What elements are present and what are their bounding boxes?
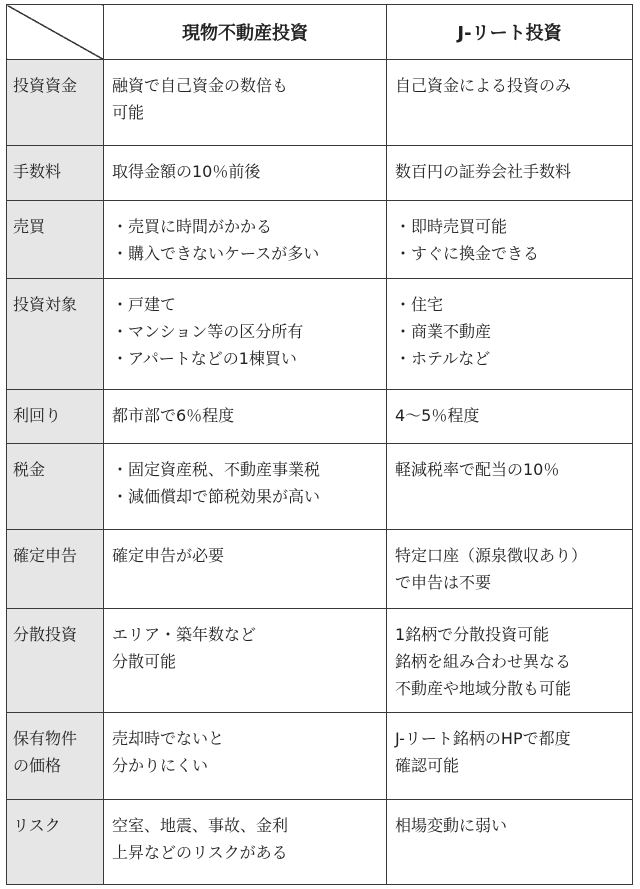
cell-text-line: 利回り <box>13 405 62 425</box>
cell-text-line: ・固定資産税、不動産事業税 <box>112 459 321 479</box>
cell-text-line: 分散投資 <box>13 624 78 644</box>
cell-text-line: 確定申告 <box>13 546 78 566</box>
cell-text-line: 投資資金 <box>13 76 78 95</box>
table-row <box>7 200 633 278</box>
reit-cell <box>387 389 633 443</box>
physical-cell <box>104 713 387 799</box>
cell-text-line: ・即時売買可能 <box>395 216 508 236</box>
reit-cell <box>387 279 633 390</box>
physical-cell <box>104 799 387 885</box>
cell-text-line: 保有物件 <box>13 729 78 749</box>
row-label-cell <box>7 279 104 390</box>
row-label-cell <box>7 608 104 713</box>
corner-cell <box>7 5 104 60</box>
reit-cell <box>387 443 633 529</box>
cell-text-line: 数百円の証券会社手数料 <box>395 162 572 182</box>
cell-text-line: ・商業不動産 <box>395 322 492 342</box>
cell-text-line: 上昇などのリスクがある <box>112 842 288 862</box>
physical-cell <box>104 146 387 200</box>
cell-text-line: エリア・築年数など <box>112 624 257 644</box>
physical-cell <box>104 60 387 146</box>
row-label-cell <box>7 146 104 200</box>
physical-cell <box>104 443 387 529</box>
reit-cell <box>387 530 633 608</box>
cell-text-line: 空室、地震、事故、金利 <box>112 815 289 835</box>
cell-text-line: ・すぐに換金できる <box>395 243 540 263</box>
cell-text-line: 売買 <box>13 216 46 236</box>
table-row <box>7 389 633 443</box>
cell-text-line: ・住宅 <box>395 295 444 315</box>
physical-cell <box>104 279 387 390</box>
reit-cell <box>387 60 633 146</box>
cell-text-line: 取得金額の10％前後 <box>112 162 261 182</box>
cell-text-line: 分散可能 <box>112 651 177 671</box>
table-row <box>7 60 633 146</box>
cell-text-line: 自己資金による投資のみ <box>395 76 572 95</box>
row-label-cell <box>7 443 104 529</box>
cell-text-line: ・戸建て <box>112 295 177 315</box>
cell-text-line: J-リート銘柄のHPで都度 <box>395 729 571 749</box>
cell-text-line: 融資で自己資金の数倍も <box>112 76 289 95</box>
header-j-reit: J-リート投資 <box>387 5 633 60</box>
comparison-table <box>6 4 633 885</box>
cell-text-line: ・ホテルなど <box>395 349 491 369</box>
cell-text-line: で申告は不要 <box>395 573 492 593</box>
table-row <box>7 279 633 390</box>
cell-text-line: 1銘柄で分散投資可能 <box>395 624 550 644</box>
header-row <box>7 5 633 60</box>
cell-text-line: 可能 <box>112 103 145 122</box>
physical-cell <box>104 200 387 278</box>
cell-text-line: 確認可能 <box>395 756 460 776</box>
row-label-cell <box>7 530 104 608</box>
cell-text-line: 特定口座（源泉徴収あり） <box>395 546 588 566</box>
row-label-cell <box>7 389 104 443</box>
reit-cell <box>387 200 633 278</box>
cell-text-line: 売却時でないと <box>112 729 225 749</box>
table-row <box>7 146 633 200</box>
cell-text-line: 都市部で6％程度 <box>112 405 235 425</box>
cell-text-line: 税金 <box>13 459 46 479</box>
reit-cell <box>387 799 633 885</box>
cell-text-line: 投資対象 <box>13 295 78 315</box>
physical-cell <box>104 530 387 608</box>
cell-text-line: ・購入できないケースが多い <box>112 243 320 263</box>
row-label-cell <box>7 799 104 885</box>
table-row <box>7 608 633 713</box>
cell-text-line: 軽減税率で配当の10％ <box>395 459 560 479</box>
cell-text-line: 4～5％程度 <box>395 405 480 425</box>
row-label-cell <box>7 713 104 799</box>
cell-text-line: 分かりにくい <box>112 756 209 776</box>
table-row <box>7 443 633 529</box>
cell-text-line: ・マンション等の区分所有 <box>112 322 304 342</box>
cell-text-line: ・売買に時間がかかる <box>112 216 273 236</box>
physical-cell <box>104 389 387 443</box>
row-label-cell <box>7 200 104 278</box>
header-physical-real-estate: 現物不動産投資 <box>104 5 387 60</box>
table-row <box>7 713 633 799</box>
table-row <box>7 530 633 608</box>
cell-text-line: 不動産や地域分散も可能 <box>395 678 572 698</box>
row-label-cell <box>7 60 104 146</box>
cell-text-line: リスク <box>13 815 61 835</box>
physical-cell <box>104 608 387 713</box>
cell-text-line: 確定申告が必要 <box>112 546 225 566</box>
reit-cell <box>387 146 633 200</box>
cell-text-line: 銘柄を組み合わせ異なる <box>395 651 572 671</box>
table-body <box>7 60 633 885</box>
cell-text-line: ・減価償却で節税効果が高い <box>112 486 321 506</box>
cell-text-line: 手数料 <box>13 162 62 182</box>
reit-cell <box>387 608 633 713</box>
cell-text-line: 相場変動に弱い <box>395 815 508 835</box>
table-row <box>7 799 633 885</box>
reit-cell <box>387 713 633 799</box>
cell-text-line: の価格 <box>13 756 62 776</box>
cell-text-line: ・アパートなどの1棟買い <box>112 349 297 369</box>
